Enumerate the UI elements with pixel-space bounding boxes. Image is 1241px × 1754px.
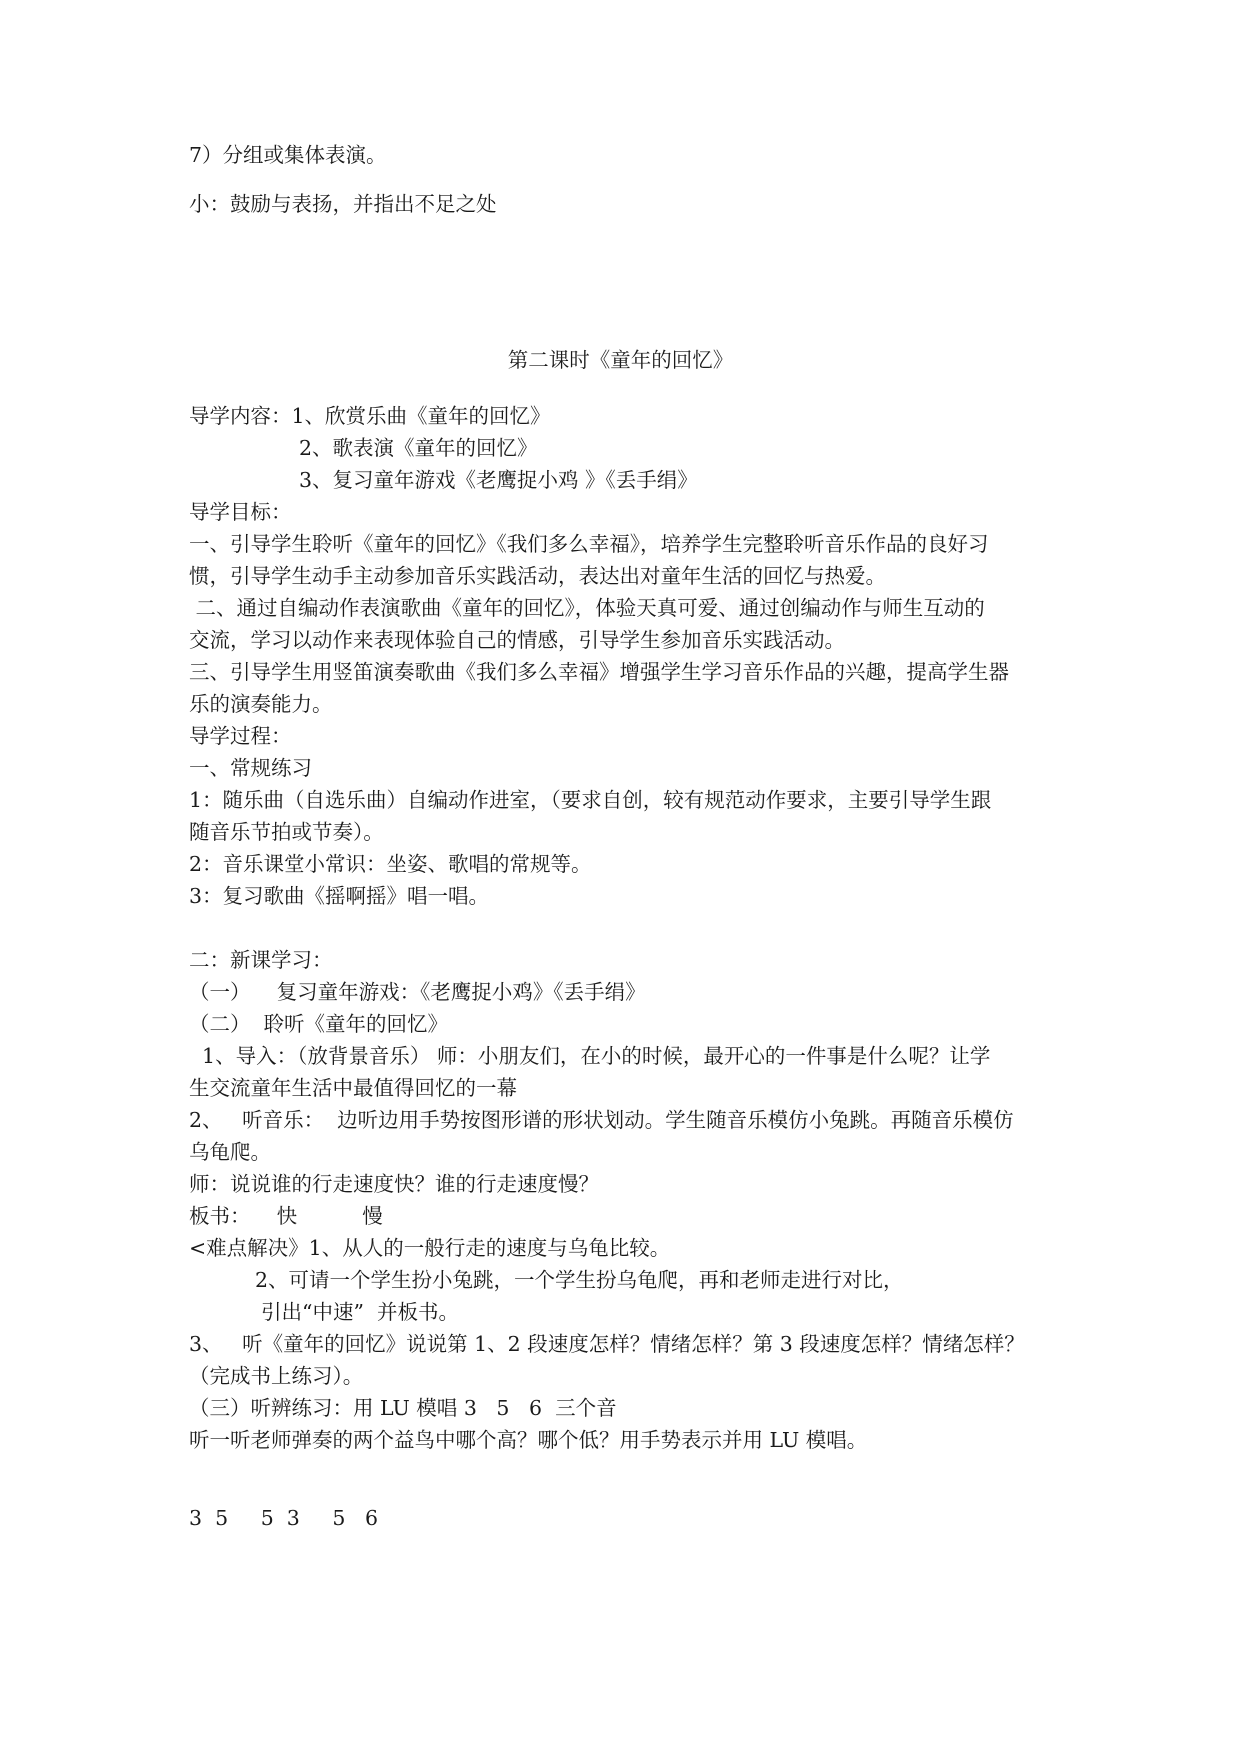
heading: 一、常规练习 [189,756,312,780]
text-line: 小：鼓励与表扬，并指出不足之处 [189,192,497,216]
text-line: 生交流童年生活中最值得回忆的一幕 [189,1076,517,1100]
text-line: 1、导入：（放背景音乐） 师：小朋友们，在小的时候，最开心的一件事是什么呢？让学 [189,1044,991,1068]
text-line: （完成书上练习）。 [189,1364,364,1388]
text-line: 2：音乐课堂小常识：坐姿、歌唱的常规等。 [189,852,592,876]
heading: 导学过程： [189,724,292,748]
text-line: 一、引导学生聆听《童年的回忆》《我们多么幸福》，培养学生完整聆听音乐作品的良好习 [189,532,989,556]
text-line: 引出“中速” 并板书。 [261,1300,459,1324]
text-line: （三）听辨练习：用 LU 模唱 3 5 6 三个音 [189,1396,617,1420]
text-line: （一） 复习童年游戏：《老鹰捉小鸡》《丢手绢》 [189,980,646,1004]
heading: 导学目标： [189,500,292,524]
text-line: 2、 听音乐： 边听边用手势按图形谱的形状划动。学生随音乐模仿小兔跳。再随音乐模仿 [189,1108,1014,1132]
heading: 二：新课学习： [189,948,333,972]
text-line: 3、复习童年游戏《老鹰捉小鸡 》《丢手绢》 [299,468,698,492]
text-line: 2、可请一个学生扮小兔跳，一个学生扮乌龟爬，再和老师走进行对比， [255,1268,904,1292]
text-line: 惯，引导学生动手主动参加音乐实践活动，表达出对童年生活的回忆与热爱。 [189,564,886,588]
text-line: 二、通过自编动作表演歌曲《童年的回忆》，体验天真可爱、通过创编动作与师生互动的 [189,596,985,620]
section-title: 第二课时《童年的回忆》 [507,348,734,372]
text-line: （二） 聆听《童年的回忆》 [189,1012,449,1036]
text-line: 交流，学习以动作来表现体验自己的情感，引导学生参加音乐实践活动。 [189,628,845,652]
text-line: 师：说说谁的行走速度快？谁的行走速度慢？ [189,1172,599,1196]
text-line: 板书： 快 慢 [189,1204,383,1228]
text-line: 2、歌表演《童年的回忆》 [299,436,538,460]
text-line: <难点解决》1、从人的一般行走的速度与乌龟比较。 [189,1236,671,1260]
text-line: 听一听老师弹奏的两个益鸟中哪个高？哪个低？用手势表示并用 LU 模唱。 [189,1428,868,1452]
text-line: 导学内容：1、欣赏乐曲《童年的回忆》 [189,404,551,428]
text-line: 7）分组或集体表演。 [189,143,387,167]
text-line: 三、引导学生用竖笛演奏歌曲《我们多么幸福》增强学生学习音乐作品的兴趣，提高学生器 [189,660,1009,684]
notation-line: 3 5 5 3 5 6 [189,1506,379,1530]
text-line: 随音乐节拍或节奏）。 [189,820,384,844]
text-line: 3：复习歌曲《摇啊摇》唱一唱。 [189,884,490,908]
text-line: 乌龟爬。 [189,1140,271,1164]
text-line: 3、 听《童年的回忆》说说第 1、2 段速度怎样？情绪怎样？第 3 段速度怎样？情绪怎样？ [189,1332,1025,1356]
text-line: 乐的演奏能力。 [189,692,333,716]
text-line: 1：随乐曲（自选乐曲）自编动作进室，（要求自创，较有规范动作要求，主要引导学生跟 [189,788,992,812]
